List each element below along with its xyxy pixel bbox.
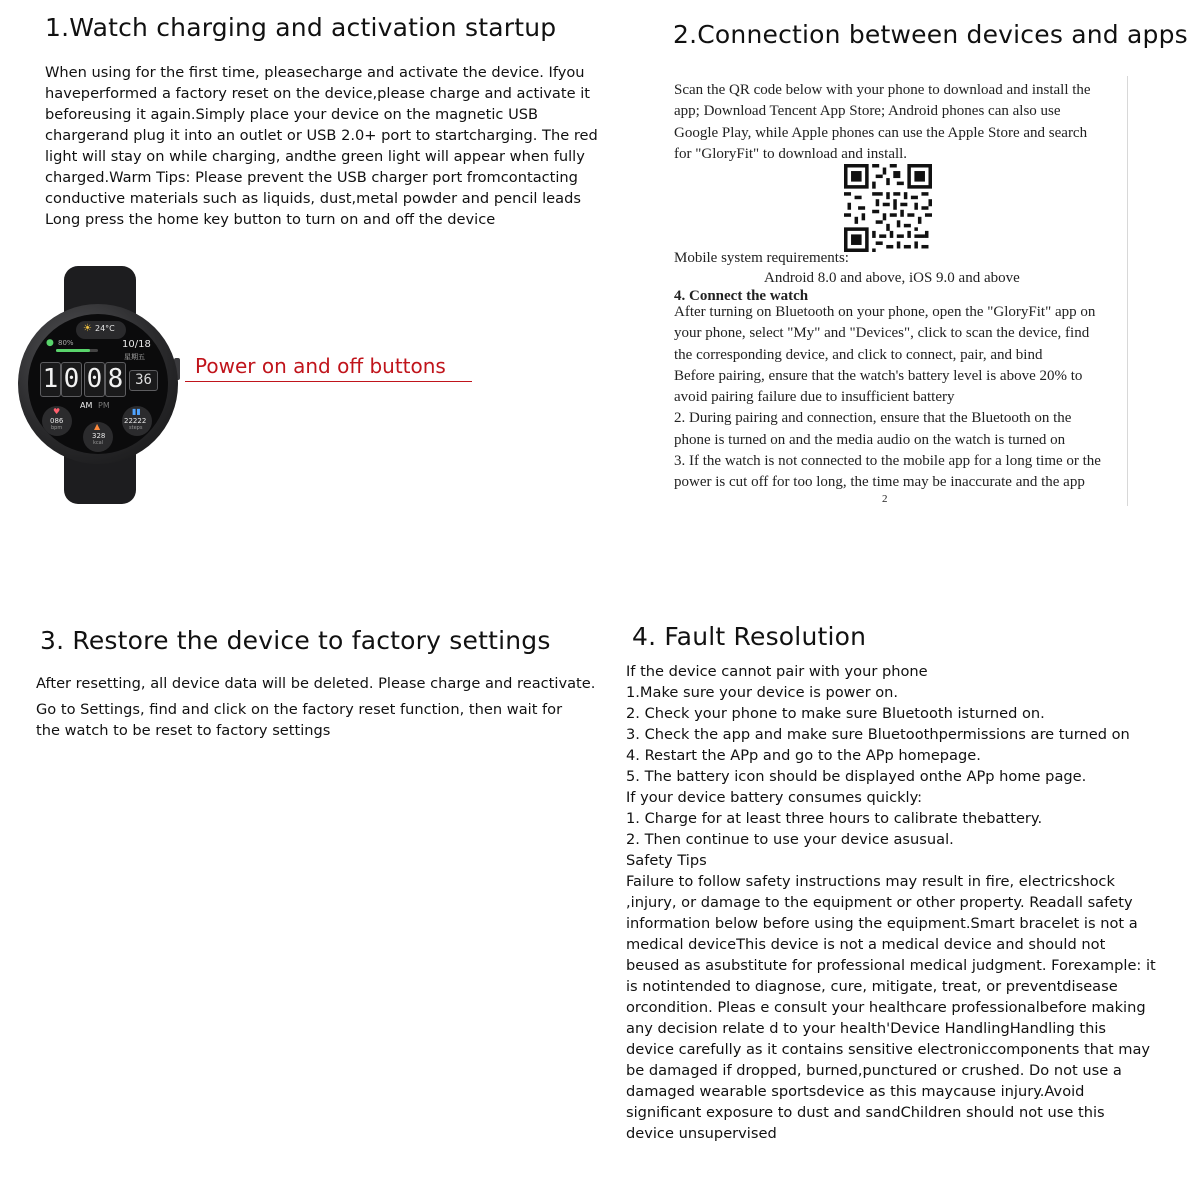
- requirements-label: Mobile system requirements:: [674, 250, 849, 266]
- fault-line: information below before using the equipment.Smart bracelet is not a: [626, 915, 1138, 932]
- watch-time: [40, 362, 160, 398]
- connect-line: Before pairing, ensure that the watch's battery level is above 20% to: [674, 367, 1083, 384]
- section2-intro: [674, 80, 1091, 165]
- calories-value: 328: [92, 432, 106, 440]
- fault-line: ,injury, or damage to the equipment or other property. Readall safety: [626, 894, 1133, 911]
- pm-label: PM: [98, 401, 110, 410]
- battery-level: 80%: [58, 339, 74, 347]
- fault-line: is notintended to diagnose, cure, mitigate, treat, or preventdisease: [626, 978, 1118, 995]
- fault-line: If your device battery consumes quickly:: [626, 789, 923, 806]
- heart-icon: ♥: [53, 407, 61, 416]
- watch-face: [28, 314, 168, 454]
- fault-line: orcondition. Pleas e consult your healthcare professionalbefore making: [626, 999, 1146, 1016]
- fault-line: 1.Make sure your device is power on.: [626, 684, 899, 701]
- time-seconds: 36: [129, 370, 158, 391]
- section1-line: Long press the home key button to turn on and off the device: [45, 211, 496, 228]
- fault-line: Safety Tips: [626, 852, 707, 869]
- battery-bar: [56, 349, 98, 352]
- fault-line: Failure to follow safety instructions may result in fire, electricshock: [626, 873, 1115, 890]
- connect-line: your phone, select "My" and "Devices", click to scan the device, find: [674, 325, 1090, 342]
- connect-line: power is cut off for too long, the time may be inaccurate and the app: [674, 474, 1085, 491]
- callout-line: [185, 381, 472, 382]
- intro-line: app; Download Tencent App Store; Android phones can also use: [674, 103, 1061, 120]
- section1-title: 1.Watch charging and activation startup: [45, 13, 557, 42]
- section4-body: [626, 661, 1156, 1144]
- weather-temp: 24°C: [95, 324, 115, 333]
- intro-line: Google Play, while Apple phones can use the Apple Store and search: [674, 124, 1088, 141]
- time-digit: 0: [84, 362, 105, 397]
- steps-unit: steps: [129, 425, 143, 431]
- connect-watch-title: 4. Connect the watch: [674, 288, 809, 304]
- fault-line: significant exposure to dust and sandChildren should not use this: [626, 1104, 1105, 1121]
- section3-line: After resetting, all device data will be deleted. Please charge and reactivate.: [36, 675, 596, 692]
- watch-weekday: 星期五: [124, 353, 145, 361]
- fault-line: damaged wearable sportsdevice as this maycause injury.Avoid: [626, 1083, 1085, 1100]
- section4-title: 4. Fault Resolution: [632, 622, 867, 651]
- fault-line: 2. Check your phone to make sure Bluetooth isturned on.: [626, 705, 1045, 722]
- heart-rate-value: 086: [50, 417, 64, 425]
- connect-line: After turning on Bluetooth on your phone, open the "GloryFit" app on: [674, 304, 1096, 320]
- watch-image: [14, 262, 186, 508]
- fault-line: If the device cannot pair with your phone: [626, 663, 928, 680]
- page-number: 2: [882, 493, 888, 505]
- fault-line: any decision relate d to your health'Device HandlingHandling this: [626, 1020, 1107, 1037]
- section3-body: [36, 699, 562, 741]
- connect-line: the corresponding device, and click to connect, pair, and bind: [674, 346, 1043, 363]
- section1-line: conductive materials such as liquids, dust,metal powder and pencil leads: [45, 190, 581, 207]
- section1-line: beforeusing it again.Simply place your device on the magnetic USB: [45, 106, 539, 123]
- fault-line: 4. Restart the APp and go to the APp homepage.: [626, 747, 981, 764]
- intro-line: for "GloryFit" to download and install.: [674, 145, 908, 162]
- section2-title: 2.Connection between devices and apps: [673, 20, 1188, 49]
- fault-line: beused as asubstitute for professional medical judgment. Forexample: it: [626, 957, 1156, 974]
- steps-value: 22222: [124, 417, 147, 425]
- sun-cloud-icon: ☀: [83, 323, 92, 334]
- time-digit: 1: [40, 362, 61, 397]
- section3-line: Go to Settings, find and click on the factory reset function, then wait for: [36, 701, 563, 718]
- section3-line: the watch to be reset to factory settings: [36, 722, 331, 739]
- section3-title: 3. Restore the device to factory settings: [40, 626, 551, 655]
- fault-line: 3. Check the app and make sure Bluetoothpermissions are turned on: [626, 726, 1130, 743]
- battery-icon: ●: [46, 338, 54, 348]
- section1-line: haveperformed a factory reset on the device,please charge and activate it: [45, 85, 590, 102]
- heart-rate-unit: bpm: [51, 425, 63, 431]
- time-digit: 8: [105, 362, 126, 397]
- flame-icon: ▲: [94, 422, 101, 431]
- fault-line: device carefully as it contains sensitive electroniccomponents that may: [626, 1041, 1151, 1058]
- fault-line: be damaged if dropped, burned,punctured or crushed. Do not use a: [626, 1062, 1122, 1079]
- am-label: AM: [80, 401, 93, 410]
- connect-line: avoid pairing failure due to insufficient battery: [674, 389, 955, 406]
- section1-body: [45, 62, 598, 230]
- qr-code: [844, 164, 932, 252]
- watch-date: 10/18: [122, 339, 151, 350]
- scan-edge-line: [1127, 76, 1128, 506]
- connect-line: 3. If the watch is not connected to the mobile app for a long time or the: [674, 453, 1101, 470]
- fault-line: device unsupervised: [626, 1125, 777, 1142]
- battery-fill: [56, 349, 90, 352]
- calories-unit: kcal: [93, 440, 104, 446]
- connect-line: 2. During pairing and connection, ensure that the Bluetooth on the: [674, 410, 1072, 427]
- connect-line: phone is turned on and the media audio on the watch is turned on: [674, 431, 1066, 448]
- section1-line: light will stay on while charging, andthe green light will appear when fully: [45, 148, 585, 165]
- fault-line: 5. The battery icon should be displayed onthe APp home page.: [626, 768, 1087, 785]
- fault-line: medical deviceThis device is not a medical device and should not: [626, 936, 1106, 953]
- section1-line: charged.Warm Tips: Please prevent the USB charger port fromcontacting: [45, 169, 578, 186]
- time-digit: 0: [61, 362, 82, 397]
- fault-line: 2. Then continue to use your device asusual.: [626, 831, 954, 848]
- section1-line: When using for the first time, pleasecharge and activate the device. Ifyou: [45, 64, 585, 81]
- intro-line: Scan the QR code below with your phone to download and install the: [674, 82, 1091, 98]
- power-button-callout: Power on and off buttons: [195, 354, 446, 378]
- requirements-value: Android 8.0 and above, iOS 9.0 and above: [764, 270, 1020, 286]
- connect-watch-body: [674, 302, 1101, 494]
- footsteps-icon: ▮▮: [132, 407, 141, 416]
- section1-line: chargerand plug it into an outlet or USB 2.0+ port to startcharging. The red: [45, 127, 598, 144]
- fault-line: 1. Charge for at least three hours to calibrate thebattery.: [626, 810, 1043, 827]
